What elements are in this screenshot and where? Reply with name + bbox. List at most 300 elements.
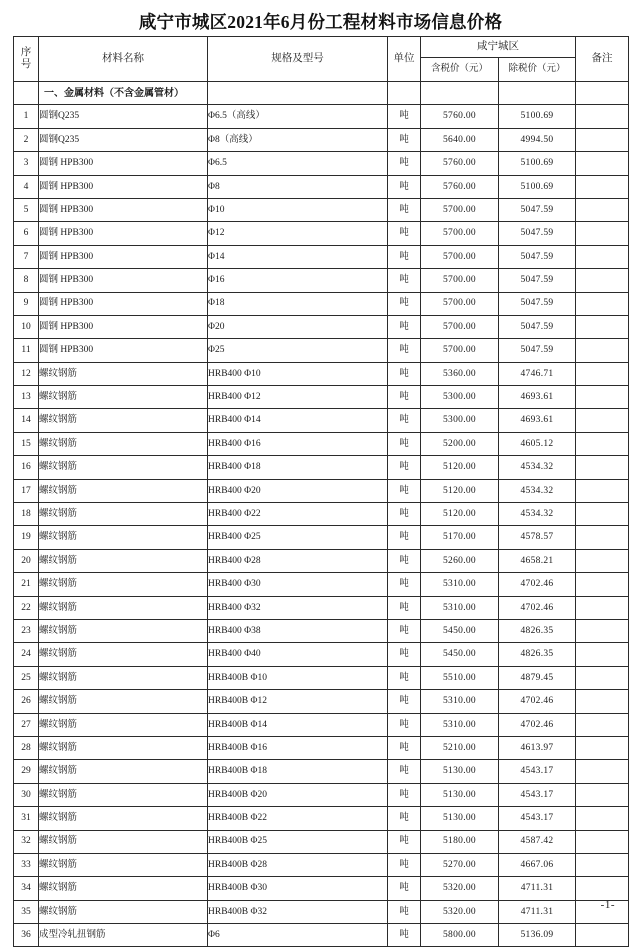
row-remark [576, 760, 629, 783]
row-unit: 吨 [388, 386, 421, 409]
row-remark [576, 666, 629, 689]
row-material-name: 圆钢 HPB300 [39, 292, 208, 315]
row-material-name: 圆钢 HPB300 [39, 245, 208, 268]
row-specification: Φ6.5 [208, 152, 388, 175]
row-sequence: 36 [14, 924, 39, 947]
row-sequence: 27 [14, 713, 39, 736]
table-row [14, 269, 629, 292]
column-header-price-taxed: 含税价（元） [421, 58, 499, 82]
row-price-taxed: 5310.00 [421, 713, 499, 736]
row-unit: 吨 [388, 222, 421, 245]
row-price-untaxed: 5047.59 [499, 245, 576, 268]
table-row [14, 807, 629, 830]
row-sequence: 24 [14, 643, 39, 666]
row-price-taxed: 5180.00 [421, 830, 499, 853]
row-unit: 吨 [388, 128, 421, 151]
row-specification: Φ25 [208, 339, 388, 362]
table-row [14, 736, 629, 759]
table-row [14, 222, 629, 245]
row-unit: 吨 [388, 807, 421, 830]
row-sequence: 22 [14, 596, 39, 619]
row-sequence: 21 [14, 573, 39, 596]
row-specification: Φ10 [208, 198, 388, 221]
table-row [14, 105, 629, 128]
row-specification: HRB400 Φ32 [208, 596, 388, 619]
column-header-specification: 规格及型号 [208, 37, 388, 82]
row-material-name: 螺纹钢筋 [39, 900, 208, 923]
row-price-taxed: 5450.00 [421, 643, 499, 666]
row-material-name: 螺纹钢筋 [39, 503, 208, 526]
row-price-taxed: 5170.00 [421, 526, 499, 549]
row-price-taxed: 5800.00 [421, 924, 499, 947]
row-price-taxed: 5200.00 [421, 432, 499, 455]
section-title-cell: 一、金属材料（不含金属管材） [39, 82, 208, 105]
row-sequence: 9 [14, 292, 39, 315]
row-sequence: 11 [14, 339, 39, 362]
table-row [14, 760, 629, 783]
column-header-remark: 备注 [576, 37, 629, 82]
row-material-name: 螺纹钢筋 [39, 643, 208, 666]
row-material-name: 螺纹钢筋 [39, 386, 208, 409]
table-header [14, 37, 629, 82]
row-remark [576, 222, 629, 245]
row-price-taxed: 5300.00 [421, 386, 499, 409]
row-remark [576, 409, 629, 432]
row-price-untaxed: 4534.32 [499, 503, 576, 526]
table-row [14, 526, 629, 549]
row-price-untaxed: 4543.17 [499, 807, 576, 830]
row-remark [576, 573, 629, 596]
row-price-taxed: 5320.00 [421, 877, 499, 900]
row-unit: 吨 [388, 409, 421, 432]
row-specification: Φ8 [208, 175, 388, 198]
row-price-untaxed: 4702.46 [499, 690, 576, 713]
row-price-taxed: 5320.00 [421, 900, 499, 923]
row-specification: Φ6 [208, 924, 388, 947]
table-row [14, 783, 629, 806]
table-row [14, 596, 629, 619]
row-material-name: 螺纹钢筋 [39, 713, 208, 736]
row-unit: 吨 [388, 549, 421, 572]
row-material-name: 成型冷轧扭钢筋 [39, 924, 208, 947]
row-remark [576, 175, 629, 198]
row-specification: Φ14 [208, 245, 388, 268]
table-row [14, 619, 629, 642]
row-price-taxed: 5700.00 [421, 292, 499, 315]
row-specification: HRB400 Φ28 [208, 549, 388, 572]
row-remark [576, 736, 629, 759]
column-header-price-untaxed: 除税价（元） [499, 58, 576, 82]
row-material-name: 螺纹钢筋 [39, 479, 208, 502]
row-material-name: 圆钢Q235 [39, 128, 208, 151]
row-specification: HRB400 Φ12 [208, 386, 388, 409]
table-body [14, 82, 629, 947]
row-sequence: 31 [14, 807, 39, 830]
row-remark [576, 456, 629, 479]
row-material-name: 螺纹钢筋 [39, 409, 208, 432]
row-price-taxed: 5130.00 [421, 783, 499, 806]
row-price-untaxed: 5047.59 [499, 222, 576, 245]
row-remark [576, 339, 629, 362]
row-sequence: 29 [14, 760, 39, 783]
row-unit: 吨 [388, 339, 421, 362]
row-sequence: 34 [14, 877, 39, 900]
row-price-taxed: 5270.00 [421, 853, 499, 876]
row-price-taxed: 5760.00 [421, 105, 499, 128]
table-row [14, 175, 629, 198]
row-sequence: 16 [14, 456, 39, 479]
row-material-name: 螺纹钢筋 [39, 549, 208, 572]
row-unit: 吨 [388, 573, 421, 596]
row-specification: HRB400B Φ14 [208, 713, 388, 736]
row-material-name: 圆钢 HPB300 [39, 269, 208, 292]
row-price-untaxed: 4534.32 [499, 479, 576, 502]
row-price-untaxed: 5047.59 [499, 198, 576, 221]
row-unit: 吨 [388, 245, 421, 268]
row-material-name: 螺纹钢筋 [39, 760, 208, 783]
table-row [14, 339, 629, 362]
row-price-untaxed: 4702.46 [499, 713, 576, 736]
row-price-taxed: 5310.00 [421, 690, 499, 713]
row-specification: HRB400 Φ16 [208, 432, 388, 455]
row-price-untaxed: 5136.09 [499, 924, 576, 947]
row-material-name: 螺纹钢筋 [39, 526, 208, 549]
row-material-name: 螺纹钢筋 [39, 783, 208, 806]
row-remark [576, 783, 629, 806]
row-remark [576, 596, 629, 619]
row-specification: HRB400B Φ10 [208, 666, 388, 689]
row-price-untaxed: 5047.59 [499, 315, 576, 338]
row-material-name: 螺纹钢筋 [39, 619, 208, 642]
row-price-untaxed: 4613.97 [499, 736, 576, 759]
row-price-untaxed: 4879.45 [499, 666, 576, 689]
row-material-name: 圆钢 HPB300 [39, 339, 208, 362]
table-header-row-1 [14, 37, 629, 58]
row-sequence: 32 [14, 830, 39, 853]
row-material-name: 圆钢 HPB300 [39, 222, 208, 245]
row-price-taxed: 5700.00 [421, 339, 499, 362]
table-row [14, 128, 629, 151]
table-row [14, 198, 629, 221]
row-remark [576, 807, 629, 830]
table-row [14, 713, 629, 736]
row-remark [576, 362, 629, 385]
row-unit: 吨 [388, 643, 421, 666]
material-price-table [13, 36, 629, 947]
page-number: -1- [600, 899, 615, 911]
table-row [14, 245, 629, 268]
row-specification: HRB400B Φ25 [208, 830, 388, 853]
row-remark [576, 643, 629, 666]
row-remark [576, 924, 629, 947]
row-remark [576, 713, 629, 736]
row-unit: 吨 [388, 292, 421, 315]
row-unit: 吨 [388, 760, 421, 783]
row-remark [576, 877, 629, 900]
table-row [14, 643, 629, 666]
row-unit: 吨 [388, 713, 421, 736]
row-sequence: 20 [14, 549, 39, 572]
row-unit: 吨 [388, 690, 421, 713]
row-unit: 吨 [388, 853, 421, 876]
table-row [14, 456, 629, 479]
row-price-taxed: 5210.00 [421, 736, 499, 759]
row-remark [576, 105, 629, 128]
row-price-untaxed: 5100.69 [499, 175, 576, 198]
table-row [14, 409, 629, 432]
table-row [14, 830, 629, 853]
row-material-name: 螺纹钢筋 [39, 573, 208, 596]
row-specification: HRB400B Φ16 [208, 736, 388, 759]
row-sequence: 26 [14, 690, 39, 713]
row-price-untaxed: 4826.35 [499, 619, 576, 642]
table-row [14, 690, 629, 713]
row-specification: HRB400 Φ10 [208, 362, 388, 385]
row-price-untaxed: 4578.57 [499, 526, 576, 549]
row-price-untaxed: 4587.42 [499, 830, 576, 853]
row-price-taxed: 5300.00 [421, 409, 499, 432]
row-sequence: 5 [14, 198, 39, 221]
section-header-row [14, 82, 629, 105]
section-sequence-cell [14, 82, 39, 105]
table-row [14, 573, 629, 596]
table-row [14, 386, 629, 409]
row-unit: 吨 [388, 152, 421, 175]
column-header-region: 咸宁城区 [421, 37, 576, 58]
column-header-sequence-line2: 号 [20, 59, 32, 70]
row-price-taxed: 5360.00 [421, 362, 499, 385]
table-row [14, 362, 629, 385]
row-sequence: 35 [14, 900, 39, 923]
row-price-untaxed: 4605.12 [499, 432, 576, 455]
row-specification: Φ20 [208, 315, 388, 338]
row-remark [576, 619, 629, 642]
row-price-untaxed: 5100.69 [499, 105, 576, 128]
row-unit: 吨 [388, 269, 421, 292]
row-unit: 吨 [388, 783, 421, 806]
row-unit: 吨 [388, 456, 421, 479]
row-material-name: 螺纹钢筋 [39, 456, 208, 479]
row-unit: 吨 [388, 900, 421, 923]
row-unit: 吨 [388, 619, 421, 642]
table-row [14, 479, 629, 502]
row-price-taxed: 5700.00 [421, 269, 499, 292]
row-unit: 吨 [388, 479, 421, 502]
row-specification: Φ16 [208, 269, 388, 292]
row-unit: 吨 [388, 175, 421, 198]
row-price-taxed: 5130.00 [421, 760, 499, 783]
table-row [14, 549, 629, 572]
row-price-taxed: 5700.00 [421, 222, 499, 245]
row-specification: HRB400 Φ22 [208, 503, 388, 526]
row-price-taxed: 5700.00 [421, 245, 499, 268]
row-price-taxed: 5120.00 [421, 503, 499, 526]
row-sequence: 33 [14, 853, 39, 876]
row-remark [576, 549, 629, 572]
row-price-taxed: 5760.00 [421, 175, 499, 198]
row-sequence: 14 [14, 409, 39, 432]
row-sequence: 6 [14, 222, 39, 245]
row-material-name: 螺纹钢筋 [39, 877, 208, 900]
row-price-untaxed: 4658.21 [499, 549, 576, 572]
row-material-name: 螺纹钢筋 [39, 596, 208, 619]
row-price-untaxed: 4826.35 [499, 643, 576, 666]
row-material-name: 螺纹钢筋 [39, 666, 208, 689]
table-row [14, 152, 629, 175]
row-price-taxed: 5760.00 [421, 152, 499, 175]
row-price-taxed: 5510.00 [421, 666, 499, 689]
row-sequence: 3 [14, 152, 39, 175]
row-price-taxed: 5700.00 [421, 315, 499, 338]
row-specification: HRB400B Φ18 [208, 760, 388, 783]
row-unit: 吨 [388, 362, 421, 385]
row-unit: 吨 [388, 830, 421, 853]
column-header-unit: 单位 [388, 37, 421, 82]
row-remark [576, 198, 629, 221]
row-specification: HRB400 Φ14 [208, 409, 388, 432]
price-table-container [13, 36, 628, 947]
row-specification: HRB400 Φ18 [208, 456, 388, 479]
row-specification: HRB400 Φ40 [208, 643, 388, 666]
row-sequence: 15 [14, 432, 39, 455]
row-specification: Φ8（高线） [208, 128, 388, 151]
row-specification: HRB400B Φ22 [208, 807, 388, 830]
column-header-sequence [14, 37, 39, 82]
table-row [14, 315, 629, 338]
row-material-name: 螺纹钢筋 [39, 736, 208, 759]
row-price-untaxed: 4693.61 [499, 409, 576, 432]
row-sequence: 13 [14, 386, 39, 409]
row-specification: HRB400B Φ20 [208, 783, 388, 806]
row-remark [576, 315, 629, 338]
row-price-untaxed: 4746.71 [499, 362, 576, 385]
row-unit: 吨 [388, 736, 421, 759]
page-title: 咸宁市城区2021年6月份工程材料市场信息价格 [138, 12, 503, 32]
row-remark [576, 690, 629, 713]
row-sequence: 19 [14, 526, 39, 549]
row-remark [576, 386, 629, 409]
table-row [14, 877, 629, 900]
row-price-taxed: 5640.00 [421, 128, 499, 151]
row-sequence: 25 [14, 666, 39, 689]
row-material-name: 螺纹钢筋 [39, 362, 208, 385]
row-sequence: 28 [14, 736, 39, 759]
column-header-material-name: 材料名称 [39, 37, 208, 82]
row-remark [576, 830, 629, 853]
row-price-taxed: 5310.00 [421, 573, 499, 596]
row-price-taxed: 5700.00 [421, 198, 499, 221]
row-material-name: 圆钢 HPB300 [39, 152, 208, 175]
row-price-untaxed: 4711.31 [499, 877, 576, 900]
row-price-untaxed: 4667.06 [499, 853, 576, 876]
row-specification: HRB400B Φ12 [208, 690, 388, 713]
row-material-name: 圆钢 HPB300 [39, 175, 208, 198]
row-sequence: 18 [14, 503, 39, 526]
row-specification: HRB400 Φ38 [208, 619, 388, 642]
row-price-taxed: 5450.00 [421, 619, 499, 642]
table-row [14, 853, 629, 876]
row-sequence: 12 [14, 362, 39, 385]
table-row [14, 900, 629, 923]
row-price-taxed: 5120.00 [421, 479, 499, 502]
row-remark [576, 152, 629, 175]
row-unit: 吨 [388, 432, 421, 455]
row-material-name: 螺纹钢筋 [39, 432, 208, 455]
row-specification: HRB400 Φ25 [208, 526, 388, 549]
row-unit: 吨 [388, 596, 421, 619]
row-remark [576, 245, 629, 268]
table-row [14, 432, 629, 455]
row-price-untaxed: 5047.59 [499, 269, 576, 292]
row-specification: Φ18 [208, 292, 388, 315]
row-material-name: 圆钢 HPB300 [39, 315, 208, 338]
row-price-taxed: 5130.00 [421, 807, 499, 830]
table-row [14, 666, 629, 689]
row-material-name: 螺纹钢筋 [39, 830, 208, 853]
row-specification: HRB400 Φ30 [208, 573, 388, 596]
table-row [14, 503, 629, 526]
row-sequence: 1 [14, 105, 39, 128]
row-specification: HRB400B Φ30 [208, 877, 388, 900]
row-unit: 吨 [388, 315, 421, 338]
section-unit-cell [388, 82, 421, 105]
row-specification: HRB400B Φ32 [208, 900, 388, 923]
table-row [14, 292, 629, 315]
row-remark [576, 503, 629, 526]
row-unit: 吨 [388, 503, 421, 526]
row-price-taxed: 5120.00 [421, 456, 499, 479]
row-material-name: 螺纹钢筋 [39, 853, 208, 876]
row-price-untaxed: 4702.46 [499, 573, 576, 596]
row-unit: 吨 [388, 924, 421, 947]
row-unit: 吨 [388, 877, 421, 900]
row-remark [576, 292, 629, 315]
row-price-untaxed: 5047.59 [499, 339, 576, 362]
row-price-untaxed: 4543.17 [499, 760, 576, 783]
row-sequence: 4 [14, 175, 39, 198]
row-unit: 吨 [388, 105, 421, 128]
row-specification: Φ6.5（高线） [208, 105, 388, 128]
row-sequence: 17 [14, 479, 39, 502]
row-material-name: 螺纹钢筋 [39, 690, 208, 713]
row-price-untaxed: 4994.50 [499, 128, 576, 151]
row-price-untaxed: 4534.32 [499, 456, 576, 479]
row-sequence: 8 [14, 269, 39, 292]
row-remark [576, 526, 629, 549]
row-remark [576, 432, 629, 455]
row-unit: 吨 [388, 526, 421, 549]
row-price-untaxed: 4711.31 [499, 900, 576, 923]
row-price-untaxed: 4693.61 [499, 386, 576, 409]
row-sequence: 23 [14, 619, 39, 642]
column-header-sequence-line1: 序 [20, 47, 32, 59]
row-material-name: 圆钢Q235 [39, 105, 208, 128]
row-unit: 吨 [388, 198, 421, 221]
row-price-untaxed: 4543.17 [499, 783, 576, 806]
section-taxed-cell [421, 82, 499, 105]
section-remark-cell [576, 82, 629, 105]
row-price-untaxed: 5047.59 [499, 292, 576, 315]
row-remark [576, 269, 629, 292]
row-price-untaxed: 5100.69 [499, 152, 576, 175]
row-remark [576, 479, 629, 502]
row-remark [576, 128, 629, 151]
row-price-taxed: 5310.00 [421, 596, 499, 619]
section-untaxed-cell [499, 82, 576, 105]
row-sequence: 7 [14, 245, 39, 268]
section-spec-cell [208, 82, 388, 105]
row-remark [576, 853, 629, 876]
